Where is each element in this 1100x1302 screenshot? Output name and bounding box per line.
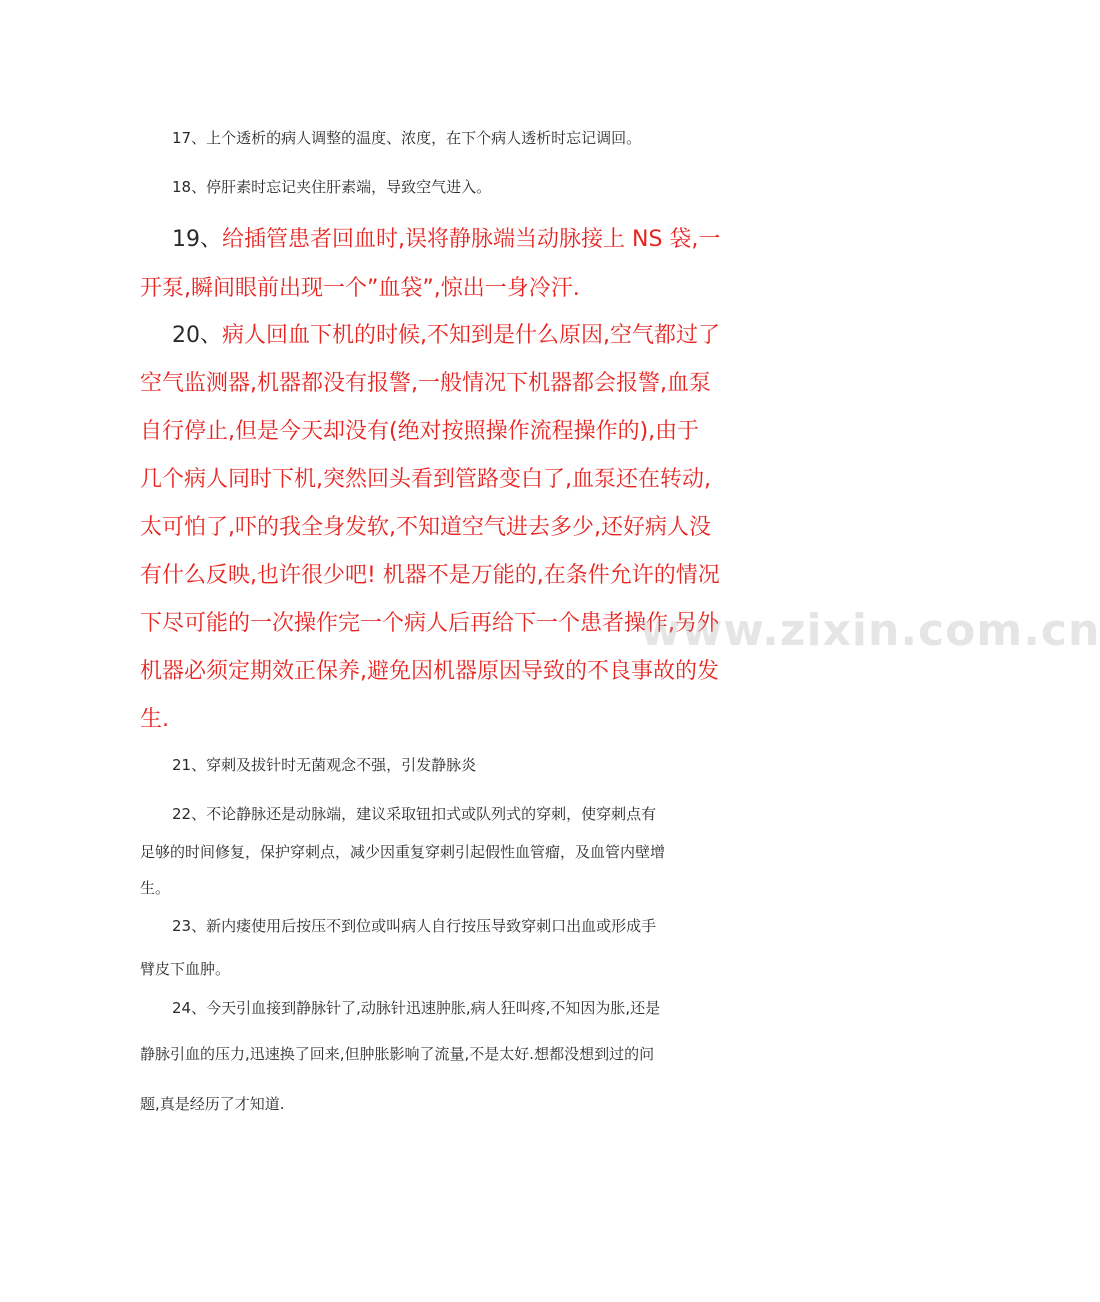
item-20-text-5: 太可怕了,吓的我全身发软,不知道空气进去多少,还好病人没 [140, 515, 711, 540]
item-20-text-7: 下尽可能的一次操作完一个病人后再给下一个患者操作,另外 [140, 611, 719, 636]
item-20-text-1: 病人回血下机的时候,不知到是什么原因,空气都过了 [222, 323, 720, 348]
item-22-line-2 [140, 841, 665, 862]
item-22-text-1: 不论静脉还是动脉端，建议采取钮扣式或队列式的穿刺，使穿刺点有 [206, 805, 657, 823]
item-19-text-1: 给插管患者回血时,误将静脉端当动脉接上 NS 袋,一 [222, 227, 721, 252]
item-24-text-2: 静脉引血的压力,迅速换了回来,但肿胀影响了流量,不是太好.想都没想到过的问 [140, 1045, 655, 1063]
item-19-line-2 [140, 271, 580, 302]
item-22-line-1 [172, 803, 656, 824]
item-20-line-4 [140, 462, 711, 493]
item-24-text-1: 今天引血接到静脉针了,动脉针迅速肿胀,病人狂叫疼,不知因为胀,还是 [206, 999, 661, 1017]
item-20-line-6 [140, 558, 720, 589]
item-24-number: 24、 [172, 999, 207, 1017]
item-20-line-1 [172, 318, 720, 349]
item-23-text-2: 臂皮下血肿。 [140, 960, 231, 978]
item-21-text: 穿刺及拔针时无菌观念不强，引发静脉炎 [206, 756, 477, 774]
item-20-line-3 [140, 414, 699, 445]
item-17-number: 17、 [172, 129, 207, 147]
item-20-text-8: 机器必须定期效正保养,避免因机器原因导致的不良事故的发 [140, 659, 719, 684]
item-24-line-1 [172, 997, 660, 1018]
item-19-line-1 [172, 222, 720, 253]
item-20-text-3: 自行停止,但是今天却没有(绝对按照操作流程操作的),由于 [140, 419, 700, 444]
item-20-line-8 [140, 654, 719, 685]
item-20-number: 20、 [172, 323, 222, 348]
item-19-number: 19、 [172, 227, 222, 252]
item-24-text-3: 题,真是经历了才知道. [140, 1095, 285, 1113]
item-20-text-6: 有什么反映,也许很少吧! 机器不是万能的,在条件允许的情况 [140, 563, 720, 588]
item-20-line-7 [140, 606, 719, 637]
item-20-line-5 [140, 510, 711, 541]
item-17-line-1 [172, 127, 641, 148]
item-23-text-1: 新内瘘使用后按压不到位或叫病人自行按压导致穿刺口出血或形成手 [206, 917, 657, 935]
item-22-text-2: 足够的时间修复，保护穿刺点，减少因重复穿刺引起假性血管瘤，及血管内壁增 [140, 843, 666, 861]
item-18-number: 18、 [172, 178, 207, 196]
item-21-number: 21、 [172, 756, 207, 774]
item-20-text-9: 生. [140, 707, 169, 732]
item-17-text: 上个透析的病人调整的温度、浓度，在下个病人透析时忘记调回。 [206, 129, 642, 147]
item-23-number: 23、 [172, 917, 207, 935]
watermark: www.zixin.com.cn [640, 605, 1100, 656]
item-18-line-1 [172, 176, 491, 197]
item-23-line-1 [172, 915, 656, 936]
item-22-number: 22、 [172, 805, 207, 823]
item-23-line-2 [140, 958, 230, 979]
item-22-line-3 [140, 877, 170, 898]
item-21-line-1 [172, 754, 476, 775]
item-20-line-9 [140, 702, 169, 733]
item-19-text-2: 开泵,瞬间眼前出现一个”血袋”,惊出一身冷汗. [140, 276, 580, 301]
item-20-text-4: 几个病人同时下机,突然回头看到管路变白了,血泵还在转动, [140, 467, 711, 492]
item-24-line-3 [140, 1093, 285, 1114]
item-22-text-3: 生。 [140, 879, 171, 897]
item-24-line-2 [140, 1043, 654, 1064]
item-20-text-2: 空气监测器,机器都没有报警,一般情况下机器都会报警,血泵 [140, 371, 711, 396]
item-18-text: 停肝素时忘记夹住肝素端，导致空气进入。 [206, 178, 492, 196]
item-20-line-2 [140, 366, 711, 397]
